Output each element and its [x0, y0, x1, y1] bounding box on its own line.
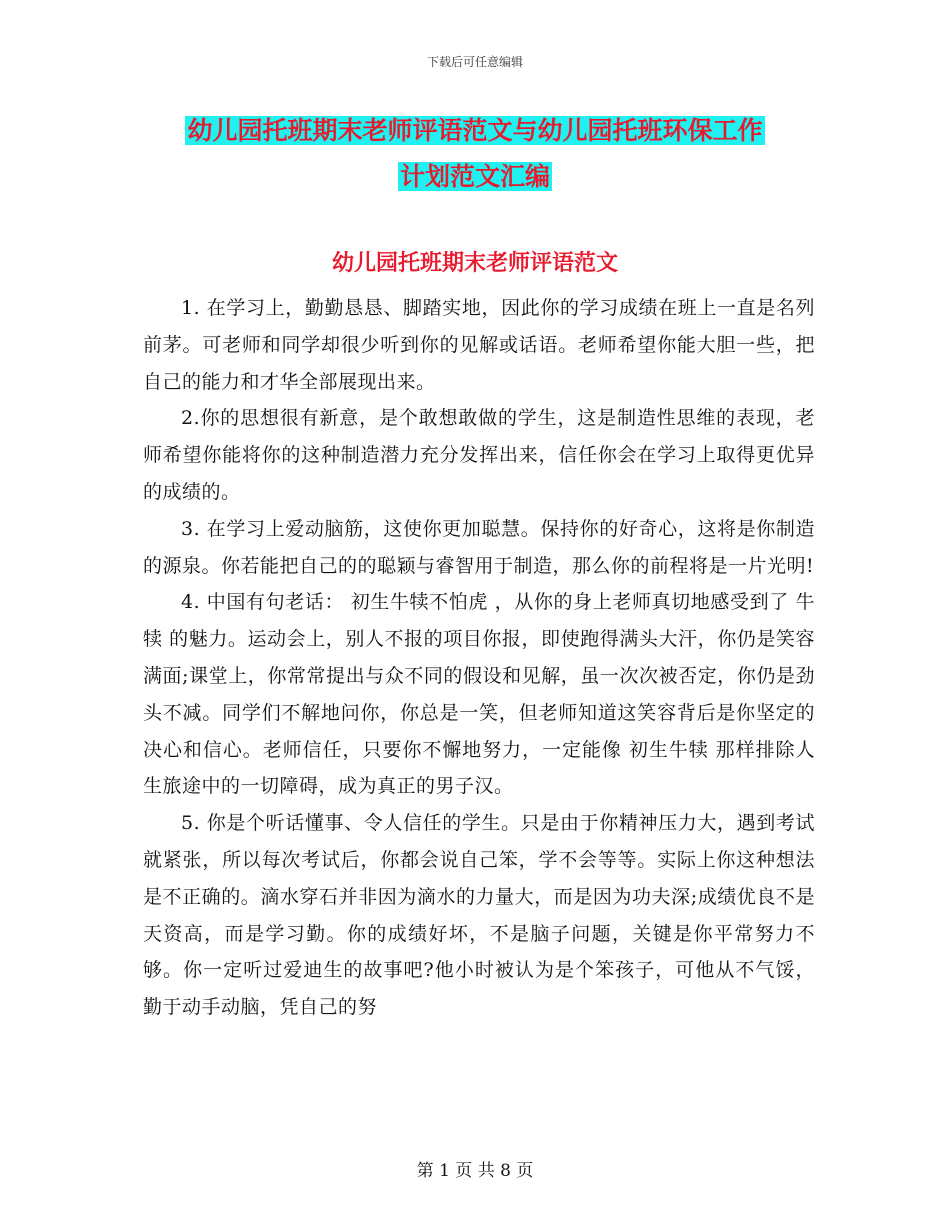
document-body — [143, 290, 815, 1026]
document-title-line2: 计划范文汇编 — [399, 162, 550, 191]
paragraph-2: 2.你的思想很有新意，是个敢想敢做的学生，这是制造性思维的表现，老师希望你能将你的这种制造潜力充分发挥出来，信任你会在学习上取得更优异的成绩的。 — [143, 407, 815, 503]
paragraph-5: 5. 你是个听话懂事、令人信任的学生。只是由于你精神压力大，遇到考试就紧张，所以每次考试后，你都会说自己笨，学不会等等。实际上你这种想法是不正确的。滴水穿石并非因为滴水的力量大，而是因为功夫深;成绩优良不是天资高，而是学习勤。你的成绩好坏，不是脑子问题，关键是你平常努力不够。你一定听过爱迪生的故事吧?他小时被认为是个笨孩子，可他从不气馁，勤于动手动脑，凭自己的努 — [143, 812, 815, 1019]
header-note: 下载后可任意编辑 — [426, 55, 523, 69]
document-title — [0, 108, 950, 200]
section-title: 幼儿园托班期末老师评语范文 — [331, 250, 618, 276]
paragraph-4: 4. 中国有句老话： 初生牛犊不怕虎 ，从你的身上老师真切地感受到了 牛犊 的魅力。运动会上，别人不报的项目你报，即使跑得满头大汗，你仍是笑容满面;课堂上，你常常提出与众不同的假设和见解，虽一次次被否定，你仍是劲头不减。同学们不解地问你，你总是一笑，但老师知道这笑容背后是你坚定的决心和信心。老师信任，只要你不懈地努力，一定能像 初生牛犊 那样排除人生旅途中的一切障碍，成为真正的男子汉。 — [143, 591, 815, 798]
page-number: 第 1 页 共 8 页 — [416, 1161, 534, 1181]
paragraph-1: 1. 在学习上，勤勤恳恳、脚踏实地，因此你的学习成绩在班上一直是名列前茅。可老师和同学却很少听到你的见解或话语。老师希望你能大胆一些，把自己的能力和才华全部展现出来。 — [143, 297, 815, 393]
paragraph-3: 3. 在学习上爱动脑筋，这使你更加聪慧。保持你的好奇心，这将是你制造的源泉。你若能把自己的的聪颖与睿智用于制造，那么你的前程将是一片光明! — [143, 517, 815, 577]
document-title-line1: 幼儿园托班期末老师评语范文与幼儿园托班环保工作 — [187, 116, 763, 145]
